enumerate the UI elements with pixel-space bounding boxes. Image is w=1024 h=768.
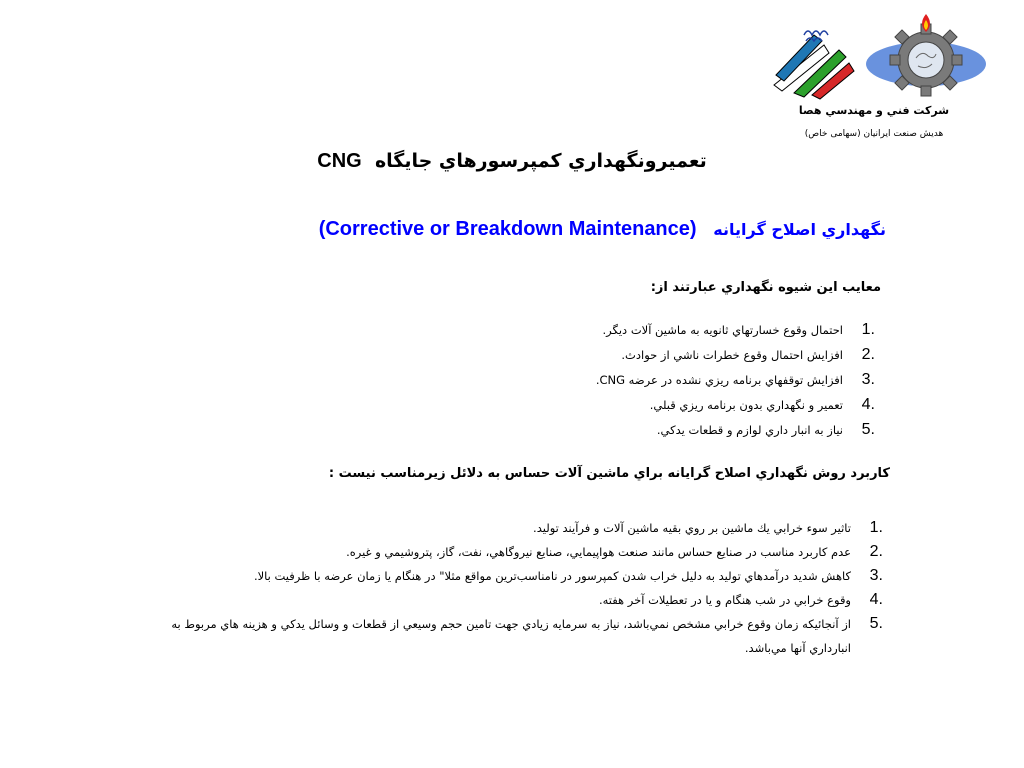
item-text: تاثير سوء خرابي يك ماشين بر روي بقيه ماشين آلات و فرآيند توليد. — [533, 521, 851, 535]
list-item — [131, 516, 883, 540]
list-item — [596, 420, 875, 445]
section2-heading: كاربرد روش نگهداري اصلاح گرايانه براي ماشين آلات حساس به دلائل زيرمناسب نيست : — [328, 466, 890, 481]
list-item — [596, 345, 875, 370]
logos — [754, 10, 994, 105]
company-logo-gear — [864, 10, 994, 105]
section1-heading: معايب اين شيوه نگهداري عبارتند از: — [650, 280, 881, 295]
company-name: شركت فني و مهندسي هصا — [798, 104, 950, 117]
item-number: 5. — [861, 421, 875, 438]
company-info — [764, 104, 984, 139]
page-title — [0, 150, 1024, 173]
subtitle-fa: نگهداري اصلاح گرايانه — [713, 220, 886, 239]
list-item — [131, 588, 883, 612]
subtitle-en: (Corrective or Breakdown Maintenance) — [318, 218, 697, 240]
item-number: 3. — [869, 567, 883, 584]
item-text: از آنجائيكه زمان وقوع خرابي مشخص نمي‌باشد، نياز به سرمايه زيادي جهت تامين حجم وسيعي از قطعات و وسائل يدكي و هزينه هاي مربوط به انبارداري آنها مي‌باشد. — [171, 617, 851, 655]
list-item — [131, 540, 883, 564]
item-number: 2. — [861, 346, 875, 363]
item-number: 4. — [861, 396, 875, 413]
list-item — [131, 564, 883, 588]
item-number: 2. — [869, 543, 883, 560]
item-text: كاهش شديد درآمدهاي توليد به دليل خراب شدن كمپرسور در نامناسب‌ترين مواقع مثلا" در هنگام يا زمان عرضه با ظرفيت بالا. — [253, 569, 851, 583]
section1-list — [595, 320, 875, 445]
item-text: احتمال وقوع خسارتهاي ثانويه به ماشين آلات ديگر. — [602, 323, 843, 337]
list-item — [595, 370, 875, 395]
title-text: تعميرونگهداري كمپرسورهاي جايگاه — [374, 150, 707, 172]
list-item — [596, 320, 875, 345]
list-item — [131, 612, 883, 660]
item-text: نياز به انبار داري لوازم و قطعات يدكي. — [656, 423, 843, 437]
item-text: افزايش احتمال وقوع خطرات ناشي از حوادث. — [621, 348, 843, 362]
item-number: 1. — [861, 321, 875, 338]
item-number: 3. — [861, 371, 875, 388]
item-text: تعمير و نگهداري بدون برنامه ريزي قبلي. — [649, 398, 843, 412]
subtitle — [319, 218, 886, 241]
item-text: افزايش توقفهاي برنامه ريزي نشده در عرضه CNG. — [595, 373, 843, 387]
item-text: وقوع خرابي در شب هنگام و يا در تعطيلات آخر هفته. — [598, 593, 851, 607]
company-subname: هدیش صنعت ایرانیان (سهامی خاص) — [804, 129, 944, 139]
title-cng: CNG — [317, 150, 362, 172]
item-number: 5. — [869, 615, 883, 632]
list-item — [596, 395, 875, 420]
section2-list — [131, 516, 883, 660]
item-number: 1. — [869, 519, 883, 536]
company-logo-arrows — [764, 25, 859, 100]
item-text: عدم كاربرد مناسب در صنايع حساس مانند صنعت هواپيمايي، صنايع نيروگاهي، نفت، گاز، پتروشيمي و غيره. — [346, 545, 851, 559]
item-number: 4. — [869, 591, 883, 608]
